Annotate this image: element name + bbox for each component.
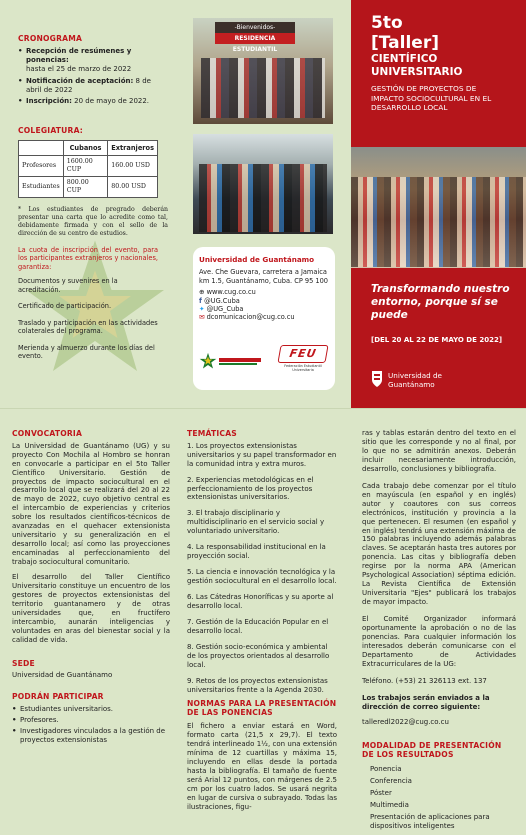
tematica-item: 7. Gestión de la Educación Popular en el desarrollo local. [187, 618, 329, 635]
ug-logo: Universidad de Guantánamo [371, 370, 501, 392]
slogan: Transformando nuestro entorno, porque sí se puede [371, 283, 510, 322]
list-item: Póster [370, 788, 392, 797]
cronograma-item: • Notificación de aceptación: 8 de abril de 2022 [18, 77, 168, 95]
cuota-section [18, 246, 158, 364]
colegiatura-section [18, 126, 168, 242]
col3-p3: El Comité Organizador informará oportunamente la aprobación o no de las ponencias. Para cualquier información los interesados deberán comunicarse con el Departamento de Actividades Extracurriculares de la UG: [362, 615, 516, 668]
event-name-1: CIENTÍFICO [371, 53, 438, 66]
contact-web[interactable]: ⊕ www.cug.co.cu [199, 288, 256, 297]
list-item: • Estudiantes universitarios. [12, 705, 170, 714]
tematica-item: 4. La responsabilidad institucional en la proyección social. [187, 543, 326, 561]
facebook-icon: f [199, 296, 205, 305]
tematica-item: 5. La ciencia e innovación tecnológica y la gestión sociocultural en el desarrollo local. [187, 568, 337, 586]
cronograma-item: • Recepción de resúmenes y ponencias: hasta el 25 de marzo de 2022 [18, 47, 168, 74]
event-type: [Taller] [371, 32, 439, 53]
normas-title: NORMAS PARA LA PRESENTACIÓN DE LAS PONENCIAS [187, 698, 337, 718]
contact-facebook[interactable]: f @UG.Cuba [199, 296, 240, 305]
list-item: Conferencia [370, 777, 412, 786]
col3-p2: Cada trabajo debe comenzar por el título en mayúscula (en español y en inglés) autor y coautores con sus correos electrónicos, institución y provincia a la que pertenecen. El resumen (en español y en inglés) tendrá una extensión máxima de 150 palabras incluyendo además palabras claves. Se aceptarán hasta tres autores por ponencia. Las citas y bibliografía deben regirse por la norma APA (American Psychological Association) séptima edición. La Revista Científica de Extensión Universitaria "Ejes" publicará los trabajos de mayor impacto. [362, 481, 516, 607]
col3-p1: ras y tablas estarán dentro del texto en el sitio que les corresponde y no al final, por lo que no se admitirán anexos. Deberán incluir necesariamente introducción, desarrollo, conclusiones y bibliografía. [362, 429, 516, 473]
star-logo-icon [199, 352, 217, 370]
normas-p1: El fichero a enviar estará en Word, formato carta (21,5 x 29,7). El texto tendrá interlineado 1½, con una extensión mínima de 12 cuartillas y máxima 15, incluyendo en ellas desde la portada hasta la bibliografía. El tamaño de fuente será Arial 12 puntos, con márgenes de 2.5 cm por los cuatro lados. Se usará negrita en lugar de cursiva o subrayado. Todas las ilustraciones, figu- [187, 722, 337, 811]
convocatoria-p1: La Universidad de Guantánamo (UG) y su proyecto Con Mochila al Hombro se honran en convocarle a participar en el 5to Taller Científico Universitario. Gestión de proyectos de impacto sociocultural en el desarrollo local que se realizará del 20 al 22 de mayo de 2022, cuyo objetivo central es el intercambio de experiencias y criterios sobre los resultados científicos-técnicos de avanzadas en el quehacer extensionista universitario y su generalización en el desarrollo local; así como las proyecciones encaminadas al perfeccionamiento del trabajo sociocultural comunitario. [12, 441, 170, 567]
convocatoria-title: CONVOCATORIA [12, 429, 83, 438]
list-item: • Profesores. [12, 716, 170, 725]
column-2 [187, 429, 337, 816]
tematica-item: 6. Las Cátedras Honoríficas y su aporte al desarrollo local. [187, 593, 334, 611]
edition: 5to [371, 13, 403, 33]
cuota-item: Traslado y participación en las actividades colaterales del programa. [18, 318, 158, 336]
event-subtitle: GESTIÓN DE PROYECTOS DE IMPACTO SOCIOCULTURAL EN EL DESARROLLO LOCAL [371, 84, 492, 112]
sede-text: Universidad de Guantánamo [12, 671, 113, 680]
tematica-item: 9. Retos de los proyectos extensionistas universitarios frente a la Agenda 2030. [187, 676, 328, 694]
table-row: Profesores 1600.00 CUP 160.00 USD [19, 155, 158, 176]
cuota-item: Documentos y suvenires en la acreditación. [18, 277, 118, 294]
cronograma-item: • Inscripción: 20 de mayo de 2022. [18, 97, 168, 106]
phone: Teléfono. (+53) 21 326113 ext. 137 [362, 676, 487, 685]
contact-card [193, 247, 335, 390]
colegiatura-title: COLEGIATURA: [18, 126, 84, 135]
list-item: Ponencia [370, 765, 402, 774]
tematicas-title: TEMÁTICAS [187, 429, 237, 438]
modalidad-title: MODALIDAD DE PRESENTACIÓN DE LOS RESULTADOS [362, 740, 502, 760]
contact-address: Ave. Che Guevara, carretera a Jamaica km 1.5, Guantánamo, Cuba. CP 95 100 [199, 268, 328, 285]
welcome-banner: -Bienvenidos- [215, 22, 295, 33]
cuota-text: La cuota de inscripción del evento, para los participantes extranjeros y nacionales, garantiza: [18, 246, 158, 271]
globe-icon: ⊕ [199, 288, 207, 297]
event-dates: [DEL 20 AL 22 DE MAYO DE 2022] [371, 336, 503, 344]
twitter-icon: ✦ [199, 304, 207, 313]
mail-icon: ✉ [199, 313, 207, 322]
submission-email[interactable]: talleredl2022@cug.co.cu [362, 717, 449, 726]
residence-banner: RESIDENCIA ESTUDIANTIL [215, 33, 295, 44]
colegiatura-note: * Los estudiantes de pregrado deberán presentar una carta que lo acredite como tal, debidamente firmada y con el sello de la dirección de su centro de estudios. [18, 205, 168, 237]
column-1 [12, 429, 170, 747]
participar-title: PODRÁN PARTICIPAR [12, 692, 104, 702]
feu-logo: FEU Federación Estudiantil Universitaria [279, 345, 327, 375]
cronograma-title: CRONOGRAMA [18, 34, 83, 43]
tematica-item: 3. El trabajo disciplinario y multidisciplinario en el servicio social y voluntariado universitario. [187, 509, 325, 536]
contact-twitter[interactable]: ✦ @UG_Cuba [199, 304, 244, 313]
students-photo [193, 134, 333, 234]
tematica-item: 1. Los proyectos extensionistas universitarios y su papel transformador en la comunidad intra y extra muros. [187, 441, 337, 468]
event-name-2: UNIVERSITARIO [371, 65, 463, 78]
table-row: Estudiantes 800.00 CUP 80.00 USD [19, 176, 158, 197]
tematica-item: 2. Experiencias metodológicas en el perfeccionamiento de los proyectos extensionistas universitarios. [187, 475, 314, 502]
convocatoria-p2: El desarrollo del Taller Científico Universitario constituye un encuentro de los gestores de proyectos extensionistas del territorio guantanamero y de otras universidades que, en fructífero intercambio, aunarán inteligencias y voluntades en aras del bienestar social y la calidad de vida. [12, 573, 170, 644]
fee-table: Cubanos Extranjeros Profesores 1600.00 CUP 160.00 USD Estudiantes 800.00 CUP 80.00 USD [18, 140, 158, 198]
sede-title: SEDE [12, 658, 35, 668]
envio-text: Los trabajos serán enviados a la dirección de correo siguiente: [362, 693, 490, 711]
list-item: Multimedia [370, 800, 409, 809]
brochure-inside [0, 408, 526, 830]
column-3 [362, 429, 516, 835]
tematica-item: 8. Gestión socio-económica y ambiental de los proyectos orientados al desarrollo local. [187, 642, 330, 669]
project-logo [199, 350, 261, 372]
cronograma-section [18, 34, 168, 108]
list-item: Presentación de aplicaciones para dispositivos inteligentes [370, 812, 490, 830]
cover-panel [351, 0, 526, 408]
cuota-item: Certificado de participación. [18, 302, 112, 311]
children-photo [351, 147, 526, 268]
list-item: • Investigadores vinculados a la gestión de proyectos extensionistas [12, 727, 170, 745]
contact-title: Universidad de Guantánamo [199, 255, 315, 264]
residence-photo [193, 18, 333, 124]
contact-email[interactable]: ✉ dcomunicacion@cug.co.cu [199, 313, 295, 322]
brochure-outside [0, 0, 526, 408]
ug-shield-icon [371, 370, 383, 388]
cuota-item: Merienda y almuerzo durante los días del evento. [18, 343, 155, 360]
